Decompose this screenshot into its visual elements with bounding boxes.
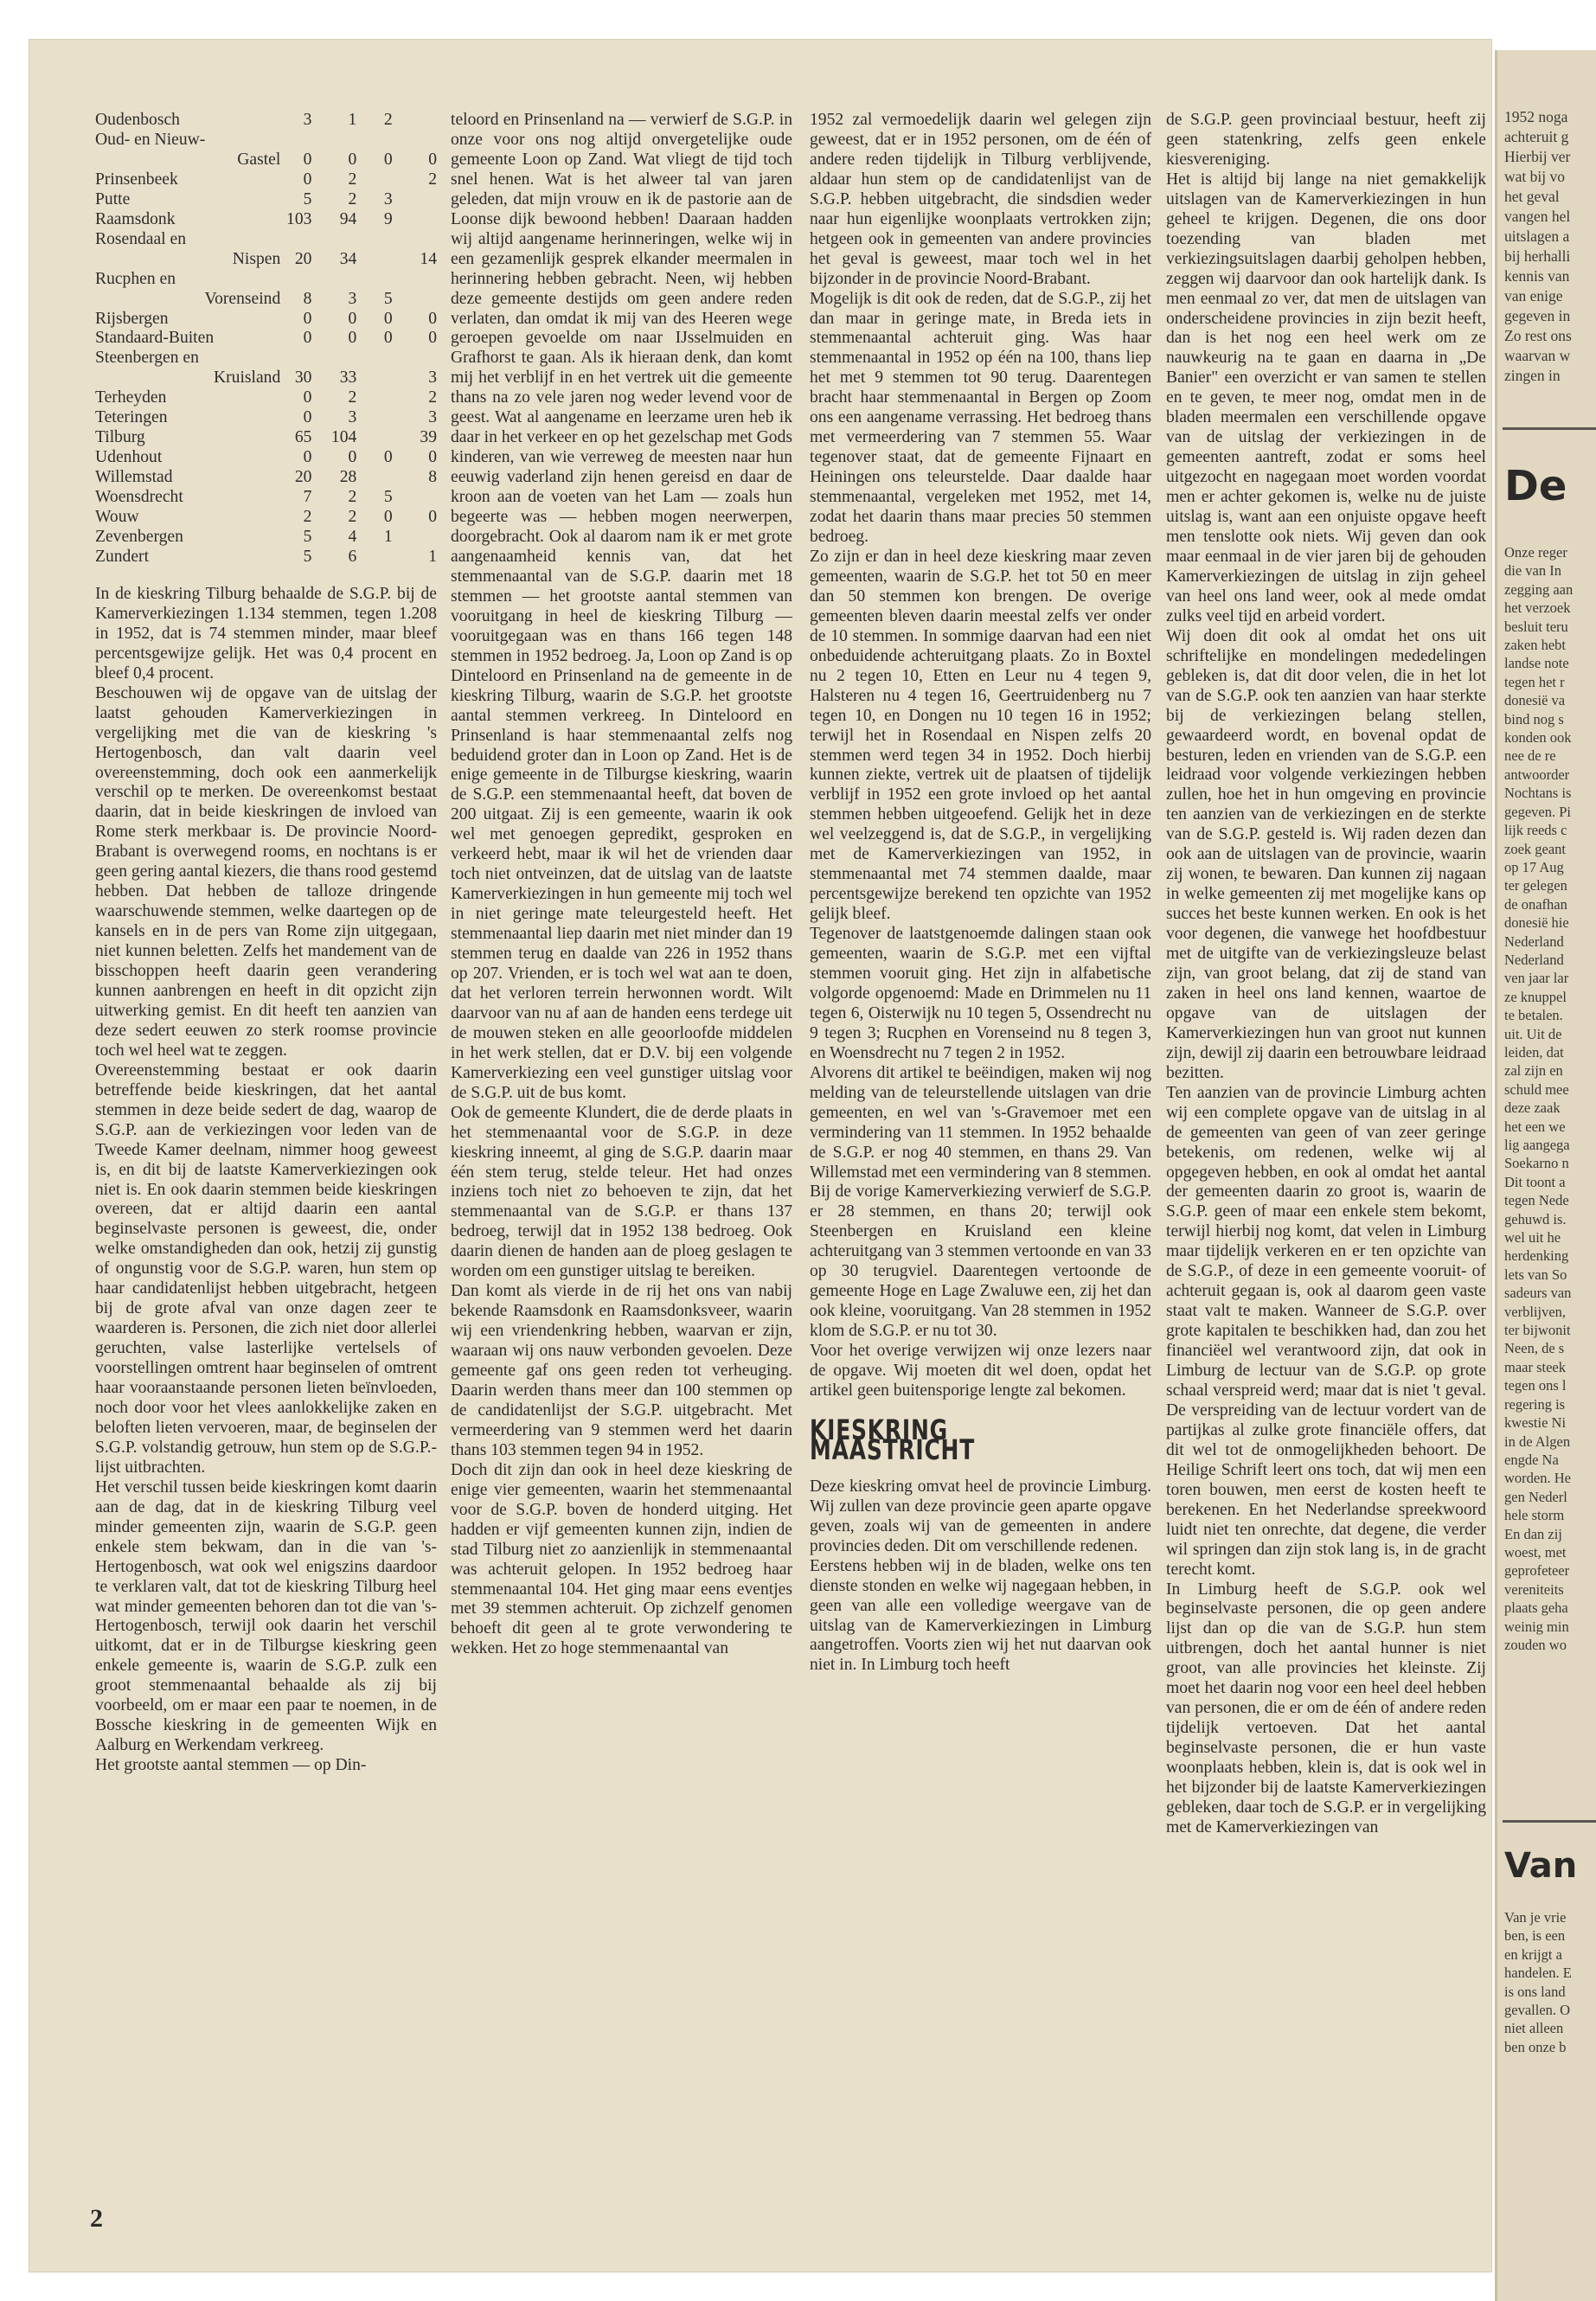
column-1-text — [95, 585, 437, 1776]
vote-cell: 33 — [339, 369, 357, 388]
municipality-name: Nispen — [232, 249, 281, 268]
text-line: zingen in — [1504, 367, 1561, 384]
text-line: lijk reeds c — [1504, 822, 1567, 839]
text-line: zoek geant — [1504, 840, 1567, 857]
vote-cell: 5 — [383, 488, 393, 507]
vote-cell — [356, 170, 392, 190]
text-line: het een we — [1504, 1118, 1566, 1135]
text-line: de onafhan — [1504, 895, 1567, 913]
text-line: lig aangega — [1504, 1137, 1570, 1153]
municipality-name: Raamsdonk — [95, 209, 176, 228]
adjacent-page-bottom-text — [1504, 1908, 1596, 2056]
vote-cell: 1 — [428, 547, 437, 566]
vote-cell: 0 — [303, 329, 312, 348]
table-row — [95, 170, 437, 190]
text-line: regering is — [1504, 1395, 1566, 1413]
vote-cell: 39 — [420, 428, 437, 447]
text-line: uit. Uit de — [1504, 1025, 1562, 1042]
vote-cell: 3 — [348, 289, 357, 308]
vote-cell — [311, 131, 356, 151]
vote-cell — [356, 548, 392, 567]
municipality-name: Tilburg — [95, 428, 145, 447]
adjacent-page-rule — [1503, 427, 1596, 430]
vote-cell: 20 — [294, 468, 312, 487]
text-line: konden ook — [1504, 729, 1572, 747]
vote-cell: 3 — [383, 189, 393, 208]
text-line: gegeven. Pi — [1504, 803, 1571, 820]
vote-cell: 7 — [303, 488, 312, 507]
text-line: waarvan w — [1504, 347, 1571, 364]
vote-cell — [393, 528, 437, 548]
vote-cell — [356, 369, 392, 388]
table-row — [95, 528, 437, 548]
text-line: en krijgt a — [1504, 1945, 1562, 1963]
vote-cell — [311, 230, 356, 250]
text-line: ben, is een — [1504, 1927, 1566, 1945]
vote-cell — [393, 488, 437, 508]
paragraph: Mogelijk is dit ook de reden, dat de S.G.P., zij het dan maar in geringe mate, in Breda iets in stemmenaantal achteruit ging. Was haar stemmenaantal in 1952 op één na 100, thans liep het met 9 stemmen tot 90 terug. Daarentegen bracht haar stemmenaantal in Bergen op Zoom ons een aangename verrassing. Het bedroeg thans met vermeerdering van 7 stemmen 55. Waar tegenover staat, dat de gemeente Fijnaart en Heiningen ons teleurstelde. Daar daalde haar stemmenaantal, vergeleken met 1952, met 14, zodat het daarin thans maar precies 50 stemmen bedroeg. — [810, 289, 1151, 547]
vote-cell: 103 — [286, 209, 312, 228]
table-row — [95, 428, 437, 448]
text-line: deze zaak — [1504, 1099, 1561, 1117]
vote-cell: 2 — [383, 111, 393, 129]
table-row — [95, 151, 437, 170]
text-line: Nederland — [1504, 951, 1564, 968]
vote-cell: 0 — [383, 329, 393, 348]
vote-cell — [393, 210, 437, 230]
vote-cell: 3 — [303, 111, 312, 129]
text-line: bij herhalli — [1504, 247, 1571, 265]
vote-cell: 1 — [348, 111, 357, 129]
table-row — [95, 349, 437, 369]
vote-cell — [280, 131, 311, 151]
text-line: niet alleen — [1504, 2020, 1564, 2037]
vote-cell — [393, 270, 437, 290]
adjacent-page — [1495, 50, 1596, 2301]
text-line: gevallen. O — [1504, 2002, 1571, 2019]
column-3-text-bottom — [810, 1477, 1151, 1676]
text-line: ze knuppel — [1504, 988, 1567, 1005]
vote-cell: 0 — [428, 448, 437, 467]
vote-cell: 5 — [303, 528, 312, 547]
vote-cell: 3 — [348, 408, 357, 427]
text-line: zegging aan — [1504, 580, 1574, 598]
text-line: uitslagen a — [1504, 228, 1570, 245]
table-row — [95, 310, 437, 330]
table-row — [95, 488, 437, 508]
vote-cell: 0 — [383, 448, 393, 467]
text-line: ben onze b — [1504, 2038, 1567, 2055]
adjacent-page-heading-2: Van — [1504, 1846, 1578, 1886]
vote-cell: 28 — [339, 468, 357, 487]
text-line: handelen. E — [1504, 1965, 1572, 1982]
vote-cell: 0 — [303, 309, 312, 328]
paragraph: In Limburg heeft de S.G.P. ook wel beginselvaste personen, die op geen andere lijst dan op die van de S.G.P. hun stem uitbrengen, doch het aantal hunner is niet groot, van alle provincies het kleinste. Zij moet het daarin nog voor een heel deel hebben van personen, die er om de één of andere reden tijdelijk vertoeven. Dat het aantal beginselvaste personen, die er hun vaste woonplaats hebben, klein is, dat is ook wel in het bijzonder bij de laatste Kamerverkiezingen gebleken, daar toch de S.G.P. er in vergelijking met de Kamerverkiezingen van — [1166, 1580, 1486, 1836]
text-line: Hierbij ver — [1504, 148, 1571, 165]
table-row — [95, 448, 437, 468]
text-line: wel uit he — [1504, 1229, 1561, 1247]
text-line: maar steek — [1504, 1358, 1567, 1375]
vote-cell: 5 — [303, 547, 312, 566]
paragraph: Voor het overige verwijzen wij onze lezers naar de opgave. Wij moeten dit wel doen, opdat het artikel geen buitensporige lengte zal bekomen. — [810, 1342, 1151, 1400]
vote-cell — [356, 131, 392, 151]
text-line: het verzoek — [1504, 599, 1571, 617]
vote-cell: 14 — [420, 249, 437, 268]
vote-cell — [356, 349, 392, 369]
vote-cell — [393, 111, 437, 131]
vote-cell: 9 — [383, 209, 393, 228]
vote-cell: 104 — [330, 428, 357, 447]
text-line: herdenking — [1504, 1247, 1569, 1265]
text-line: vereniteits — [1504, 1580, 1564, 1598]
page-number: 2 — [90, 2204, 103, 2233]
vote-cell: 94 — [339, 209, 357, 228]
vote-cell — [393, 230, 437, 250]
text-line: geprofeteer — [1504, 1562, 1570, 1580]
municipality-name: Putte — [95, 189, 131, 208]
municipality-name: Prinsenbeek — [95, 170, 178, 189]
text-line: antwoorder — [1504, 766, 1570, 783]
text-line: Onze reger — [1504, 544, 1567, 561]
vote-cell — [356, 250, 392, 270]
text-line: Nochtans is — [1504, 785, 1572, 802]
municipality-name: Oud- en Nieuw- — [95, 130, 206, 149]
vote-cell: 2 — [348, 488, 357, 507]
text-line: achteruit g — [1504, 128, 1569, 145]
column-1 — [95, 111, 437, 1776]
adjacent-page-top-text — [1504, 107, 1596, 386]
table-row — [95, 468, 437, 488]
paragraph: Het grootste aantal stemmen — op Din- — [95, 1756, 367, 1775]
column-3 — [810, 111, 1151, 1676]
vote-cell: 20 — [294, 249, 312, 268]
municipality-name: Willemstad — [95, 468, 173, 487]
vote-cell: 8 — [303, 289, 312, 308]
vote-cell: 5 — [303, 189, 312, 208]
text-line: zouden wo — [1504, 1636, 1567, 1653]
text-line: tegen het r — [1504, 673, 1565, 690]
section-heading: KIESKRING MAASTRICHT — [810, 1413, 976, 1466]
paragraph: teloord en Prinsenland na — verwierf de S.G.P. in onze voor ons nog altijd onvergetelijke oude gemeente Loon op Zand. Wat vliegt de tijd toch snel henen. Wat is het alweer tal van jaren geleden, dat mijn vrouw en ik de pastorie aan de Loonse dijk bewoond hebben! Daaraan hadden wij altijd aangename herinneringen, welke wij in een gezamenlijk gesprek elkander meermalen in herinnering hebben gebracht. Neen, wij hebben deze gemeente destijds om geen andere reden verlaten, dan omdat ik mij van des Heeren wege geroepen gevoelde om naar IJsselmuiden en Grafhorst te gaan. Als ik hieraan denk, dan komt mij het verblijf in en het vertrek uit die gemeente thans na zo vele jaren nog weder levend voor de geest. Wat al aangename en leerzame uren heb ik daar in het verkeer en op het gezelschap met Gods kinderen, van wie verreweg de meesten naar hun eeuwig vaderland zijn henen gereisd en daar de kroon aan de voeten van het Lam — zoals hun begeerte was — hebben mogen neerwerpen, doorgebracht. Ook al daarom nam ik er met grote aangenaamheid kennis van, dat het stemmenaantal van de S.G.P. daarin met 18 stemmen — het grootste aantal stemmen van vooruitgang in heel de kieskring Tilburg — vooruitgegaan was en thans 166 tegen 148 stemmen in 1952 bedroeg. Ja, Loon op Zand is op Dinteloord en Prinsenland na de gemeente in de kieskring Tilburg, waarin de S.G.P. het grootste aantal stemmen verkreeg. In Dinteloord en Prinsenland is haar stemmenaantal zelfs nog beduidend groter dan in Loon op Zand. Het is de enige gemeente in de Tilburgse kieskring, waarin de S.G.P. een stemmenaantal heeft, dat boven de 200 uitgaat. Zij is een gemeente, waarin ik ook wel met genoegen gepredikt, gesproken en verkeerd hebt, maar ik wil het de vrienden daar toch niet ontveinzen, dat de uitslag van de laatste Kamerverkiezingen in hun gemeente mij toch wel in niet geringe mate teleurgesteld heeft. Het stemmenaantal liep daarin met niet minder dan 19 stemmen terug en daalde van 226 in 1952 thans op 207. Vrienden, er is toch wel wat aan te doen, dat het verloren terrein herwonnen wordt. Wilt daarvoor van nu af aan de handen eens terdege uit de mouwen steken en alle geoorloofde middelen in het werk stellen, dat er D.V. bij een volgende Kamerverkiezing een veel gunstiger uitslag voor de S.G.P. uit de bus komt. — [451, 111, 792, 1102]
text-line: nee de re — [1504, 747, 1556, 765]
vote-cell — [356, 388, 392, 408]
text-line: engde Na — [1504, 1451, 1559, 1468]
paragraph: de S.G.P. geen provinciaal bestuur, heeft zij geen statenkring, zelfs geen enkele kiesvereniging. — [1166, 111, 1486, 169]
text-line: weinig min — [1504, 1618, 1569, 1635]
vote-cell — [356, 270, 392, 290]
text-line: te betalen. — [1504, 1007, 1563, 1024]
municipality-name: Rucphen en — [95, 269, 176, 288]
paragraph: Doch dit zijn dan ook in heel deze kieskring de enige vier gemeenten, waarin het stemmenaantal voor de S.G.P. boven de honderd uitging. Het hadden er vijf gemeenten kunnen zijn, indien de stad Tilburg niet zo aanzienlijk in stemmenaantal was achteruit gelopen. In 1952 bedroeg haar stemmenaantal 104. Het ging maar eens eventjes met 39 stemmen achteruit. Op zichzelf genomen behoeft dit geen al te grote verwondering te wekken. Het zo hoge stemmenaantal van — [451, 1460, 792, 1658]
vote-cell — [311, 349, 356, 369]
vote-cell — [393, 349, 437, 369]
paragraph: 1952 zal vermoedelijk daarin wel gelegen zijn geweest, dat er in 1952 personen, om de één of andere reden tijdelijk in Tilburg verblijvende, aldaar hun stem op de candidatenlijst van de S.G.P. hebben uitgebracht, die sindsdien weder naar hun eigenlijke woonplaats vertrokken zijn; hetgeen ook in gemeenten van andere provincies het geval is geweest, maar toch wel in het bijzonder in de provincie Noord-Brabant. — [810, 111, 1151, 288]
table-row — [95, 250, 437, 270]
vote-cell — [393, 190, 437, 210]
vote-cell: 8 — [428, 468, 437, 487]
text-line: 1952 noga — [1504, 108, 1568, 125]
paragraph: Beschouwen wij de opgave van de uitslag der laatst gehouden Kamerverkiezingen in vergelijking met die van de kieskring 's Hertogenbosch, dan valt daarin veel overeenstemming, doch ook een aanmerkelijk verschil op te merken. De overeenkomst bestaat daarin, dat in beide kieskringen de invloed van Rome sterk merkbaar is. De provincie Noord-Brabant is overwegend rooms, en nochtans is er geen gering aantal kiezers, die thans rood gestemd hebben. Dat hebben de talloze dringende waarschuwende stemmen, welke daartegen op de kansels en in de pers van Rome zijn uitgegaan, niet kunnen beletten. Zelfs het mandement van de bisschoppen heeft daarin geen verandering kunnen aanbrengen en heeft in dit opzicht zijn uitwerking gemist. En dit heeft ten aanzien van deze sedert eeuwen zo sterk roomse provincie toch wel heel wat te zeggen. — [95, 683, 437, 1060]
vote-cell: 0 — [383, 150, 393, 169]
column-3-text-top — [810, 111, 1151, 1401]
vote-cell — [280, 230, 311, 250]
text-line: kennis van — [1504, 267, 1570, 285]
text-line: die van In — [1504, 562, 1561, 580]
paragraph: Wij doen dit ook al omdat het ons uit schriftelijke en mondelingen mededelingen gebleken is, dat dit door velen, die in het lot van de S.G.P. ook ten aanzien van haar sterkte bij de verkiezingen belang stellen, gewaardeerd wordt, en bovenal opdat de besturen, leden en vrienden van de S.G.P. een leidraad voor volgende verkiezingen hebben zullen, hoe het in hun omgeving en provincie ten aanzien van de verkiezingen en de sterkte van de S.G.P. gesteld is. Wij raden dezen dan ook aan de uitslagen van de provincie, waarin zij wonen, te bewaren. Dan kunnen zij nagaan in welke gemeenten zij met mogelijke kans op succes het beste kunnen werken. En ook is het voor degenen, die vanwege het hoofdbestuur met de uitgifte van de verkiezingsleuze belast zijn, van groot belang, dat zij de stand van zaken in heel ons land kennen, waartoe de opgave van de uitslagen der Kamerverkiezingen hun van groot nut kunnen zijn, dewijl zij daarin een betrouwbare leidraad bezitten. — [1166, 626, 1486, 1082]
vote-cell: 0 — [428, 150, 437, 169]
text-line: Soekarno n — [1504, 1155, 1569, 1172]
text-line: verblijven, — [1504, 1303, 1567, 1320]
text-line: besluit teru — [1504, 618, 1568, 635]
paragraph: Het is altijd bij lange na niet gemakkelijk uitslagen van de Kamerverkiezingen in hun geheel te krijgen. Degenen, die ons door toezending van bladen met verkiezingsuitslagen daarbij geholpen hebben, zeggen wij daarvoor dan ook hartelijk dank. Is men eenmaal zo ver, dat men de uitslagen van onderscheidene provincies in zijn bezit heeft, dan is het nog een heel werk om ze nauwkeurig na te gaan en daarna in „De Banier" een overzicht er van samen te stellen en te geven, te meer nog, omdat men in de bladen meermalen een verschillende opgave van de uitslag der verkiezingen in de gemeenten aantreft, zodat er soms heel uitgezocht en nagegaan moet worden voordat men er achter gekomen is, welke nu de juiste uitslag is, want aan een onjuiste opgave heeft men tenslotte ook niets. Wij geven dan ook maar eenmaal in de vier jaren bij de gehouden Kamerverkiezingen de uitslag in zijn geheel van heel ons land weer, ook al mede omdat zulks veel tijd en arbeid vordert. — [1166, 170, 1486, 625]
text-line: hele storm — [1504, 1507, 1565, 1524]
vote-cell: 2 — [348, 508, 357, 527]
text-line: gehuwd is. — [1504, 1210, 1567, 1227]
text-line: bind nog s — [1504, 710, 1564, 727]
text-line: Van je vrie — [1504, 1909, 1567, 1926]
municipality-name: Zundert — [95, 547, 150, 566]
paragraph: Het verschil tussen beide kieskringen komt daarin aan de dag, dat in de kieskring Tilburg veel minder gemeenten zijn, waarin de S.G.P. geen enkele stem bekwam, dan in die van 's-Hertogenbosch, wat ook wel enigszins daardoor te verklaren valt, dat tot de kieskring Tilburg heel wat minder gemeenten behoren dan tot die van 's-Hertogenbosch, terwijl ook daarin het verschil uitkomt, dat er in de Tilburgse kieskring geen enkele gemeente is, waarin de S.G.P. zulk een groot stemmenaantal behaalde als zij bij voorbeeld, om er maar een paar te noemen, in de Bossche kieskring in de gemeenten Wijk en Aalburg en Werkendam verkreeg. — [95, 1477, 437, 1755]
vote-cell: 0 — [303, 448, 312, 467]
text-line: donesië hie — [1504, 914, 1569, 932]
text-line: worden. He — [1504, 1470, 1571, 1487]
paragraph: Eerstens hebben wij in de bladen, welke ons ten dienste stonden en welke wij nagegaan hebben, in geen van alle een volledige weergave van de uitslag van de Kamerverkiezingen in Limburg aangetroffen. Voorts zien wij het nut daarvan ook niet in. In Limburg toch heeft — [810, 1556, 1151, 1675]
paragraph: Deze kieskring omvat heel de provincie Limburg. Wij zullen van deze provincie geen aparte opgave geven, zoals wij van de gemeenten in andere provincies deden. Dit om verschillende redenen. — [810, 1477, 1151, 1555]
text-line: woest, met — [1504, 1543, 1567, 1561]
vote-cell: 0 — [428, 309, 437, 328]
vote-cell: 0 — [348, 150, 357, 169]
table-row — [95, 369, 437, 388]
vote-cell: 0 — [303, 150, 312, 169]
text-line: Dit toont a — [1504, 1173, 1566, 1190]
table-row — [95, 190, 437, 210]
vote-cell — [356, 428, 392, 448]
text-line: Nederland — [1504, 933, 1564, 950]
municipality-name: Oudenbosch — [95, 111, 180, 129]
vote-cell: 0 — [348, 329, 357, 348]
text-line: ven jaar lar — [1504, 970, 1569, 987]
adjacent-page-heading-1: De — [1504, 462, 1567, 510]
vote-cell — [356, 408, 392, 428]
column-2 — [451, 111, 792, 1659]
municipality-name: Udenhout — [95, 448, 163, 467]
vote-cell: 2 — [428, 388, 437, 407]
table-row — [95, 270, 437, 290]
table-row — [95, 508, 437, 528]
vote-cell: 2 — [348, 388, 357, 407]
municipality-name: Standaard-Buiten — [95, 329, 215, 348]
adjacent-page-mid-text — [1504, 543, 1596, 1654]
text-line: van enige — [1504, 287, 1563, 304]
text-line: gegeven in — [1504, 307, 1571, 324]
text-line: kwestie Ni — [1504, 1414, 1567, 1432]
municipality-name: Kruisland — [214, 369, 281, 388]
table-row — [95, 210, 437, 230]
vote-cell: 0 — [303, 170, 312, 189]
vote-cell: 30 — [294, 369, 312, 388]
table-row — [95, 408, 437, 428]
vote-cell: 0 — [303, 388, 312, 407]
text-line: Neen, de s — [1504, 1340, 1565, 1357]
vote-cell: 2 — [348, 170, 357, 189]
vote-cell: 2 — [303, 508, 312, 527]
vote-cell: 5 — [383, 289, 393, 308]
municipality-name: Rijsbergen — [95, 309, 169, 328]
table-row — [95, 548, 437, 567]
text-line: schuld mee — [1504, 1080, 1569, 1098]
municipality-name: Wouw — [95, 508, 139, 527]
municipality-name: Gastel — [237, 150, 281, 169]
text-line: het geval — [1504, 188, 1560, 205]
municipality-name: Steenbergen en — [95, 349, 199, 368]
text-line: ter gelegen — [1504, 877, 1567, 894]
column-2-text — [451, 111, 792, 1659]
table-row — [95, 290, 437, 310]
municipality-name: Vorenseind — [204, 289, 281, 308]
text-line: landse note — [1504, 655, 1569, 672]
vote-cell: 0 — [348, 309, 357, 328]
text-line: zaken hebt — [1504, 637, 1567, 654]
vote-cell: 2 — [348, 189, 357, 208]
vote-cell — [280, 270, 311, 290]
text-line: leiden, dat — [1504, 1043, 1564, 1061]
vote-cell — [356, 468, 392, 488]
paragraph: Zo zijn er dan in heel deze kieskring maar zeven gemeenten, waarin de S.G.P. het tot 50 en meer dan 50 stemmen kon brengen. De overige gemeenten bleven daarin meestal zelfs ver onder de 10 stemmen. In sommige daarvan had een niet onbeduidende achteruitgang plaats. Zo in Boxtel nu 2 tegen 10, Etten en Leur nu 4 tegen 9, Halsteren nu 4 tegen 16, Geertruidenberg nu 7 tegen 10, en Dongen nu 10 tegen 16 in 1952; terwijl het in Rosendaal en Nispen zelfs 20 stemmen werd tegen 34 in 1952. Doch hierbij kunnen ziekte, vertrek uit de plaatsen of tijdelijk verblijf in 1952 een grote invloed op het aantal stemmen hebben uitgeoefend. Gelijk het in deze wel veelzeggend is, dat de S.G.P., in vergelijking met de Kamerverkiezingen van 1952, in stemmenaantal met 74 stemmen daalde, maar percentsgewijze berekend ten opzichte van 1952 gelijk bleef. — [810, 547, 1151, 924]
paragraph: Overeenstemming bestaat er ook daarin betreffende beide kieskringen, dat het aantal stemmen in deze beide sedert de dag, waarop de S.G.P. aan de verkiezingen voor leden van de Tweede Kamer deelnam, nimmer hoog geweest is, en dit bij de laatste Kamerverkiezingen ook niet is. En ook daarin stemmen beide kieskringen overeen, dat er altijd daarin een aantal beginselvaste personen is geweest, die, onder welke omstandigheden dan ook, hetzij zij gunstig of ongunstig voor de S.G.P. waren, hun stem op haar candidatenlijst hebben uitgebracht, hetgeen bij de grote afval van onze dagen zeer te waarderen is. Personen, die zich niet door allerlei geruchten, valse lasterlijke vertelsels of voorstellingen omtrent haar beginselen of omtrent haar vooraanstaande personen lieten beïnvloeden, noch door voor het vlees aanlokkelijke zaken en beloften lieten vervoeren, maar, de beginselen der S.G.P. volstandig getrouw, hun stem op de S.G.P.-lijst uitbrachten. — [95, 1061, 437, 1477]
text-line: in de Algen — [1504, 1433, 1571, 1450]
text-line: tegen ons l — [1504, 1377, 1567, 1394]
vote-cell — [280, 349, 311, 369]
vote-cell: 0 — [348, 448, 357, 467]
municipality-name: Teteringen — [95, 408, 168, 427]
vote-cell — [356, 230, 392, 250]
table-row — [95, 388, 437, 408]
text-line: op 17 Aug — [1504, 858, 1564, 875]
vote-cell — [393, 131, 437, 151]
text-line: donesië va — [1504, 692, 1566, 709]
vote-cell: 0 — [303, 408, 312, 427]
text-line: lets van So — [1504, 1266, 1567, 1283]
vote-cell: 2 — [428, 170, 437, 189]
table-row — [95, 329, 437, 349]
vote-cell: 3 — [428, 408, 437, 427]
text-line: wat bij vo — [1504, 168, 1565, 185]
vote-cell: 4 — [348, 528, 357, 547]
results-table — [95, 111, 437, 567]
vote-cell: 0 — [383, 508, 393, 527]
table-row — [95, 111, 437, 131]
vote-cell — [311, 270, 356, 290]
text-line: vangen hel — [1504, 208, 1571, 225]
vote-cell: 34 — [339, 249, 357, 268]
text-line: zal zijn en — [1504, 1062, 1563, 1080]
paragraph: Alvorens dit artikel te beëindigen, maken wij nog melding van de teleurstellende uitslagen van drie gemeenten, en wel van 's-Gravemoer met een vermindering van 11 stemmen. In 1952 behaalde de S.G.P. er nog 40 stemmen, en thans 29. Van Willemstad met een vermindering van 8 stemmen. Bij de vorige Kamerverkiezing verwierf de S.G.P. er 28 stemmen, en thans 20; terwijl ook Steenbergen en Kruisland een kleine achteruitgang van 3 stemmen vertoonde en van 33 op 30 terugviel. Daarentegen vertoonde de gemeente Hoge en Lage Zwaluwe een, zij het dan ook kleine, vooruitgang. Van 28 stemmen in 1952 klom de S.G.P. er nu tot 30. — [810, 1063, 1151, 1341]
municipality-name: Zevenbergen — [95, 528, 183, 547]
text-line: plaats geha — [1504, 1599, 1568, 1617]
paragraph: Ten aanzien van de provincie Limburg achten wij een complete opgave van de uitslag in al de gemeenten van geen of van zeer geringe betekenis, om redenen, welke wij al opgegeven hebben, en ook al omdat het aantal der gemeenten daarin zo groot is, waarin de S.G.P. geen of maar een enkele stem bekomt, terwijl hierbij nog komt, dat velen in Limburg maar tijdelijk verkeren en er ten opzichte van de S.G.P., of deze in een gemeente vooruit- of achteruit gegaan is, ook al daarom geen vaste staat valt te maken. Wanneer de S.G.P. over grote kapitalen te beschikken had, dan zou het financiëel wel verantwoord zijn, dat ook in Limburg de lectuur van de S.G.P. op grote schaal verspreid werd; maar dat is niet 't geval. De verspreiding van de lectuur vordert van de partijkas al zulke grote financiële offers, dat dit wel tot de onmogelijkheden behoort. De Heilige Schrift leert ons toch, dat wij men een toren bouwen, men eerst de kosten heeft te berekenen. En het Nederlandse spreekwoord luidt niet ten onrechte, dat degene, die verder wil springen dan zijn stok lang is, in de gracht terecht komt. — [1166, 1083, 1486, 1579]
paragraph: In de kieskring Tilburg behaalde de S.G.P. bij de Kamerverkiezingen 1.134 stemmen, tegen 1.208 in 1952, dat is 74 stemmen minder, maar bleef percentsgewijze gelijk. Het was 0,4 procent en bleef 0,4 procent. — [95, 584, 437, 683]
text-line: tegen Nede — [1504, 1192, 1569, 1209]
vote-cell: 1 — [383, 528, 393, 547]
column-4 — [1166, 111, 1486, 1838]
table-row — [95, 230, 437, 250]
paragraph: Dan komt als vierde in de rij het ons van nabij bekende Raamsdonk en Raamsdonksveer, waarin wij een vriendenkring hebben, waarvan er zijn, waaraan wij ons nauw verbonden gevoelen. Deze gemeente gaf ons geen reden tot verheuging. Daarin werden thans meer dan 100 stemmen op de candidatenlijst der S.G.P. uitgebracht. Met vermeerdering van 9 stemmen werd het daarin thans 103 stemmen tegen 94 in 1952. — [451, 1282, 792, 1459]
text-line: ter bijwonit — [1504, 1322, 1571, 1339]
paragraph: Ook de gemeente Klundert, die de derde plaats in het stemmenaantal voor de S.G.P. in deze kieskring inneemt, al ging de S.G.P. daarin maar één stem terug, stelde teleur. Het had onzes inziens toch niet zo behoeven te zijn, dat het stemmenaantal van de S.G.P. er thans 137 bedroeg, terwijl dat in 1952 138 bedroeg. Ook daarin dienen de handen aan de ploeg geslagen te worden om een gunstiger uitslag te bereiken. — [451, 1103, 792, 1281]
paragraph: Tegenover de laatstgenoemde dalingen staan ook gemeenten, waarin de S.G.P. met een vijftal stemmen vooruit ging. Het zijn in alfabetische volgorde opgenoemd: Made en Drimmelen nu 11 tegen 6, Oisterwijk nu 10 tegen 5, Ossendrecht nu 9 tegen 3; Rucphen en Vorenseind nu 8 tegen 3, en Woensdrecht nu 7 tegen 2 in 1952. — [810, 925, 1151, 1062]
text-line: En dan zij — [1504, 1525, 1562, 1542]
text-line: sadeurs van — [1504, 1285, 1572, 1302]
municipality-name: Terheyden — [95, 388, 167, 407]
vote-cell: 0 — [383, 309, 393, 328]
vote-cell: 65 — [294, 428, 312, 447]
text-line: Zo rest ons — [1504, 327, 1572, 344]
vote-cell: 3 — [428, 369, 437, 388]
vote-cell: 6 — [348, 547, 357, 566]
vote-cell — [393, 290, 437, 310]
column-4-text — [1166, 111, 1486, 1838]
text-line: gen Nederl — [1504, 1488, 1567, 1505]
adjacent-page-rule-2 — [1503, 1820, 1596, 1823]
vote-cell: 0 — [428, 329, 437, 348]
text-line: is ons land — [1504, 1983, 1566, 2000]
municipality-name: Woensdrecht — [95, 488, 183, 507]
vote-cell: 0 — [428, 508, 437, 527]
municipality-name: Rosendaal en — [95, 229, 187, 248]
table-row — [95, 131, 437, 151]
